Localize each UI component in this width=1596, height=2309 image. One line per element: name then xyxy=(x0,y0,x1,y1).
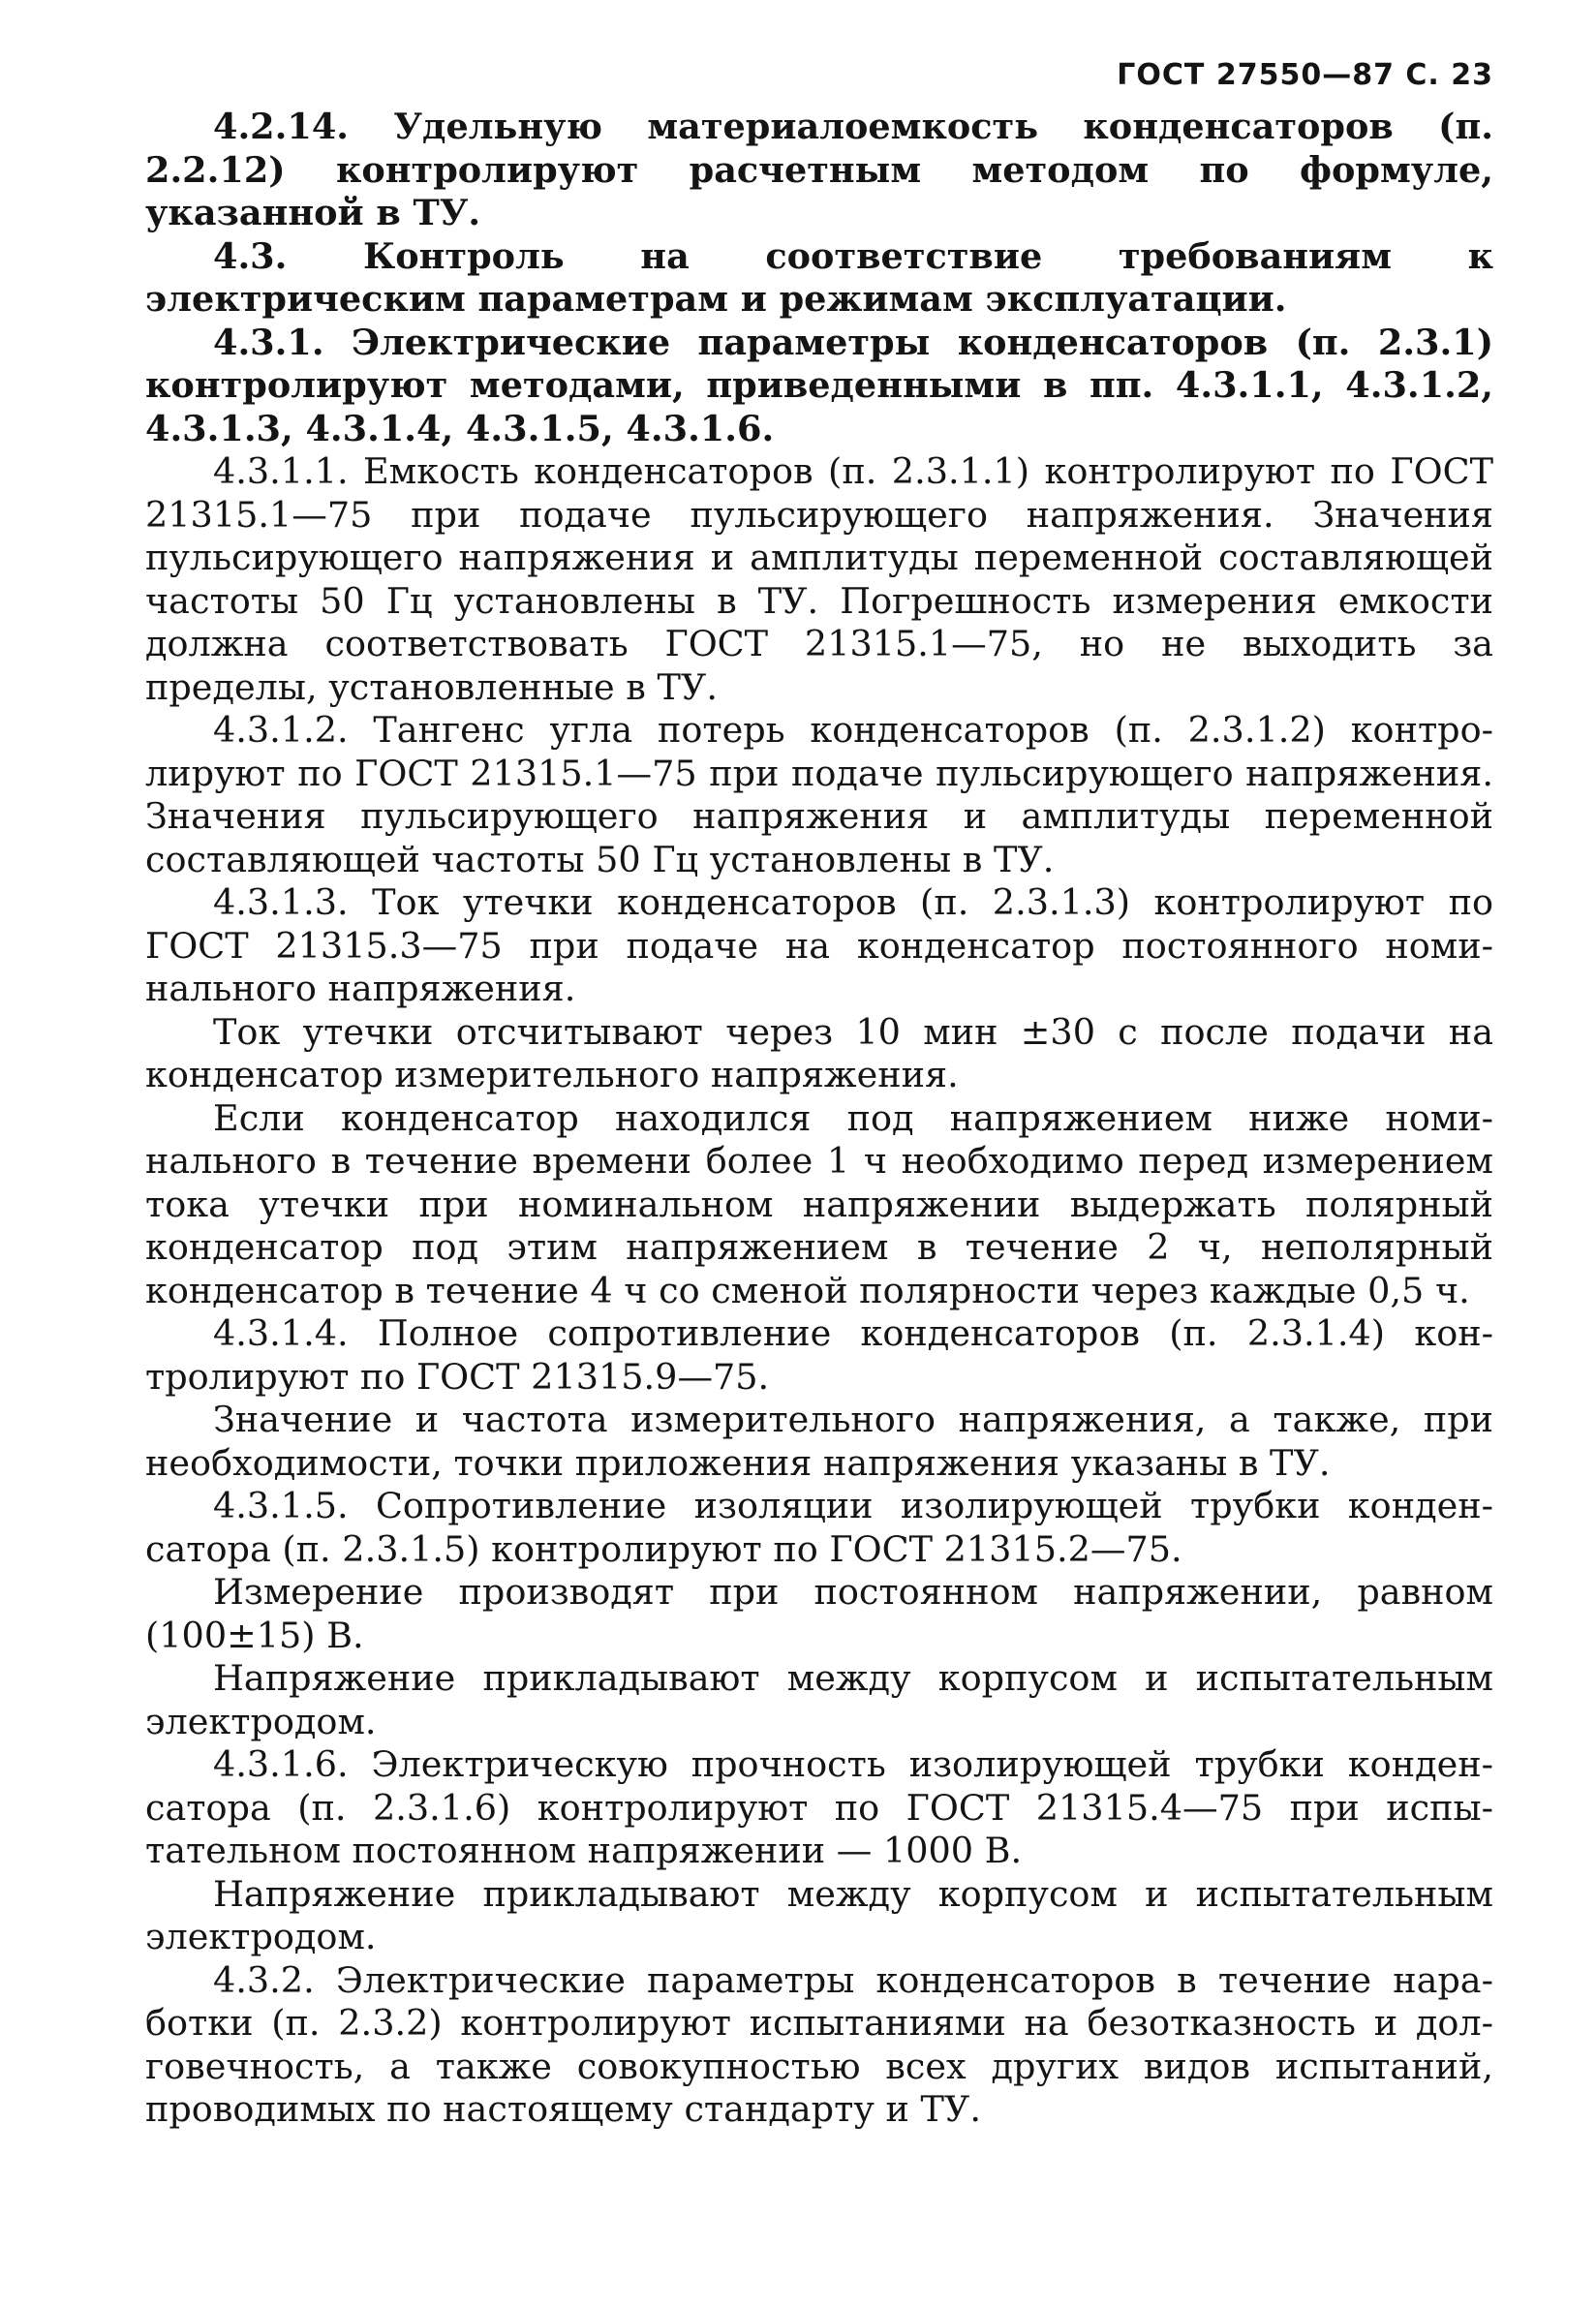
paragraph-measurement-voltage-100: Измерение производят при постоянном напряжении, равном (100±15) В. xyxy=(145,1571,1493,1656)
paragraph-leak-current-reading: Ток утечки отсчитывают через 10 мин ±30 с после подачи на конденсатор измерительного напряжения. xyxy=(145,1010,1493,1095)
paragraph-4-3-1-1: 4.3.1.1. Емкость конденсаторов (п. 2.3.1.1) контролируют по ГОСТ 21315.1—75 при подаче пульсирующего напряжения. Значения пульсирующего напряжения и амплитуды переменной составляющей частоты 50 Гц установлены в ТУ. Погрешность измерения емкости должна соответствовать ГОСТ 21315.1—75, но не выходить за пределы, установленные в ТУ. xyxy=(145,450,1493,708)
paragraph-4-3-1: 4.3.1. Электрические параметры конденсаторов (п. 2.3.1) контролируют методами, приведенными в пп. 4.3.1.1, 4.3.1.2, 4.3.1.3, 4.3.1.4, 4.3.1.5, 4.3.1.6. xyxy=(145,321,1493,449)
paragraph-4-3-1-4: 4.3.1.4. Полное сопротивление конденсаторов (п. 2.3.1.4) контролируют по ГОСТ 21315.9—75. xyxy=(145,1312,1493,1398)
paragraph-4-3: 4.3. Контроль на соответствие требованиям к электрическим параметрам и режимам эксплуатации. xyxy=(145,234,1493,320)
paragraph-leak-current-conditioning: Если конденсатор находился под напряжением ниже номинального в течение времени более 1 ч необходимо перед измерением тока утечки при номинальном напряжении выдержать полярный конденсатор под этим напряжением в течение 2 ч, неполярный конденсатор в течение 4 ч со сменой полярности через каждые 0,5 ч. xyxy=(145,1096,1493,1311)
document-page xyxy=(145,58,1493,2132)
paragraph-4-3-2: 4.3.2. Электрические параметры конденсаторов в течение наработки (п. 2.3.2) контролируют испытаниями на безотказность и долговечность, а также совокупностью всех других видов испытаний, проводимых по настоящему стандарту и ТУ. xyxy=(145,1958,1493,2130)
paragraph-measuring-voltage: Значение и частота измерительного напряжения, а также, при необходимости, точки приложения напряжения указаны в ТУ. xyxy=(145,1399,1493,1484)
paragraph-voltage-applied-1: Напряжение прикладывают между корпусом и испытательным электродом. xyxy=(145,1657,1493,1742)
paragraph-4-3-1-3: 4.3.1.3. Ток утечки конденсаторов (п. 2.3.1.3) контролируют по ГОСТ 21315.3—75 при подаче на конденсатор постоянного номинального напряжения. xyxy=(145,881,1493,1009)
paragraph-4-3-1-2: 4.3.1.2. Тангенс угла потерь конденсаторов (п. 2.3.1.2) контролируют по ГОСТ 21315.1—75 при подаче пульсирующего напряжения. Значения пульсирующего напряжения и амплитуды переменной составляющей частоты 50 Гц установлены в ТУ. xyxy=(145,709,1493,880)
paragraph-4-3-1-5: 4.3.1.5. Сопротивление изоляции изолирующей трубки конденсатора (п. 2.3.1.5) контролируют по ГОСТ 21315.2—75. xyxy=(145,1485,1493,1570)
page-header: ГОСТ 27550—87 С. 23 xyxy=(1117,58,1493,92)
paragraph-4-2-14: 4.2.14. Удельную материалоемкость конденсаторов (п. 2.2.12) контролируют расчетным методом по формуле, указанной в ТУ. xyxy=(145,106,1493,233)
paragraph-4-3-1-6: 4.3.1.6. Электрическую прочность изолирующей трубки конденсатора (п. 2.3.1.6) контролируют по ГОСТ 21315.4—75 при испытательном постоянном напряжении — 1000 В. xyxy=(145,1743,1493,1871)
paragraph-voltage-applied-2: Напряжение прикладывают между корпусом и испытательным электродом. xyxy=(145,1872,1493,1957)
